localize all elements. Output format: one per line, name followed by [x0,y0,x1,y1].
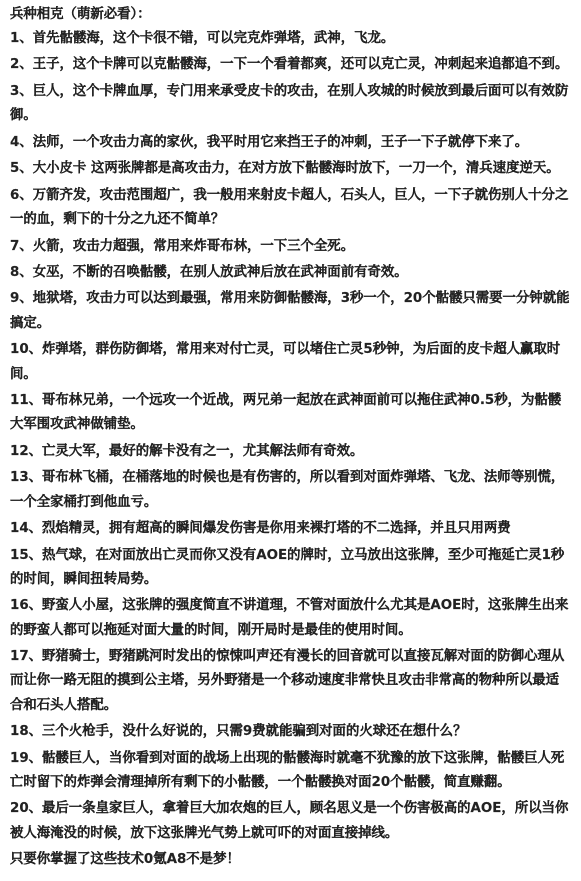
list-item [10,261,571,285]
item-text: 地狱塔，攻击力可以达到最强，常用来防御骷髅海，3秒一个，20个骷髅只需要一分钟就能搞定。 [10,291,570,331]
list-item [10,720,571,744]
item-text: 骷髅巨人，当你看到对面的战场上出现的骷髅海时就毫不犹豫的放下这张牌，骷髅巨人死亡时留下的炸弹会清理掉所有剩下的小骷髅，一个骷髅换对面20个骷髅，简直赚翻。 [10,750,565,790]
item-text: 首先骷髅海，这个卡很不错，可以完克炸弹塔，武神，飞龙。 [32,31,395,46]
item-text: 哥布林兄弟，一个远攻一个近战，两兄弟一起放在武神面前可以拖住武神0.5秒，为骷髅大军围攻武神做铺垫。 [10,393,562,433]
item-number: 19、 [10,750,43,766]
item-number: 1、 [10,31,33,46]
item-text: 哥布林飞桶，在桶落地的时候也是有伤害的，所以看到对面炸弹塔、飞龙、法师等别慌，一个全家桶打到他血亏。 [10,470,565,510]
list-item [10,440,571,464]
list-item [10,517,571,541]
item-number: 5、 [10,161,33,177]
item-text: 女巫，不断的召唤骷髅，在别人放武神后放在武神面前有奇效。 [32,264,408,280]
item-text: 大小皮卡 这两张牌都是高攻击力，在对方放下骷髅海时放下，一刀一个，清兵速度逆天。 [32,161,560,177]
list-item [10,645,571,718]
item-number: 10、 [10,342,43,358]
document-title: 兵种相克（萌新必看）： [10,7,151,22]
item-number: 3、 [10,83,33,99]
item-number: 20、 [10,801,43,817]
item-text: 万箭齐发，攻击范围超广，我一般用来射皮卡超人，石头人，巨人，一下子就伤别人十分之一的血，剩下的十分之九还不简单？ [10,187,569,228]
item-text: 三个火枪手，没什么好说的，只需9费就能骗到对面的火球还在想什么？ [42,724,467,740]
item-list [10,27,571,846]
item-text: 野蛮人小屋，这张牌的强度简直不讲道理，不管对面放什么尤其是AOE时，这张牌生出来的野蛮人都可以拖延对面大量的时间，刚开局时是最佳的使用时间。 [10,598,569,638]
document-footer: 只要你掌握了这些技术0氪A8不是梦！ [10,852,240,868]
list-item [10,235,571,259]
item-number: 7、 [10,238,33,254]
item-number: 16、 [10,598,43,614]
item-number: 8、 [10,264,33,280]
list-item [10,287,571,336]
item-number: 17、 [10,649,43,665]
item-number: 12、 [10,443,43,459]
list-item [10,338,571,387]
item-text: 亡灵大军，最好的解卡没有之一，尤其解法师有奇效。 [42,443,364,459]
item-text: 炸弹塔，群伤防御塔，常用来对付亡灵，可以堵住亡灵5秒钟，为后面的皮卡超人赢取时间。 [10,342,561,382]
list-item [10,797,571,846]
list-item [10,131,571,155]
item-number: 2、 [10,57,33,73]
item-text: 最后一条皇家巨人，拿着巨大加农炮的巨人，顾名思义是一个伤害极高的AOE，所以当你被人海淹没的时候，放下这张牌光气势上就可吓的对面直接掉线。 [10,801,569,841]
list-item [10,27,571,51]
item-number: 18、 [10,724,43,740]
item-text: 法师，一个攻击力高的家伙，我平时用它来挡王子的冲刺，王子一下子就停下来了。 [32,134,529,150]
item-number: 9、 [10,291,33,307]
list-item [10,157,571,181]
item-text: 王子，这个卡牌可以克骷髅海，一下一个看着都爽，还可以克亡灵，冲刺起来追都追不到。 [32,57,569,73]
item-number: 15、 [10,547,43,563]
item-text: 野猪骑士，野猪跳河时发出的惊悚叫声还有漫长的回音就可以直接瓦解对面的防御心理从而让你一路无阻的摸到公主塔，另外野猪是一个移动速度非常快且攻击非常高的物种所以最适合和石头人搭配。 [10,649,565,713]
item-text: 火箭，攻击力超强，常用来炸哥布林，一下三个全死。 [32,238,355,254]
item-number: 14、 [10,521,43,537]
list-item [10,53,571,77]
list-item [10,389,571,438]
list-item [10,184,571,233]
item-number: 13、 [10,470,43,486]
list-item [10,80,571,129]
list-item [10,594,571,643]
list-item [10,466,571,515]
list-item [10,544,571,593]
item-number: 6、 [10,187,33,203]
item-text: 巨人，这个卡牌血厚，专门用来承受皮卡的攻击，在别人攻城的时候放到最后面可以有效防御。 [10,83,569,124]
item-text: 烈焰精灵，拥有超高的瞬间爆发伤害是你用来裸打塔的不二选择，并且只用两费 [42,521,511,537]
item-number: 11、 [10,393,43,409]
item-number: 4、 [10,134,33,150]
list-item [10,747,571,796]
item-text: 热气球，在对面放出亡灵而你又没有AOE的牌时，立马放出这张牌，至少可拖延亡灵1秒的时间，瞬间扭转局势。 [10,547,565,587]
